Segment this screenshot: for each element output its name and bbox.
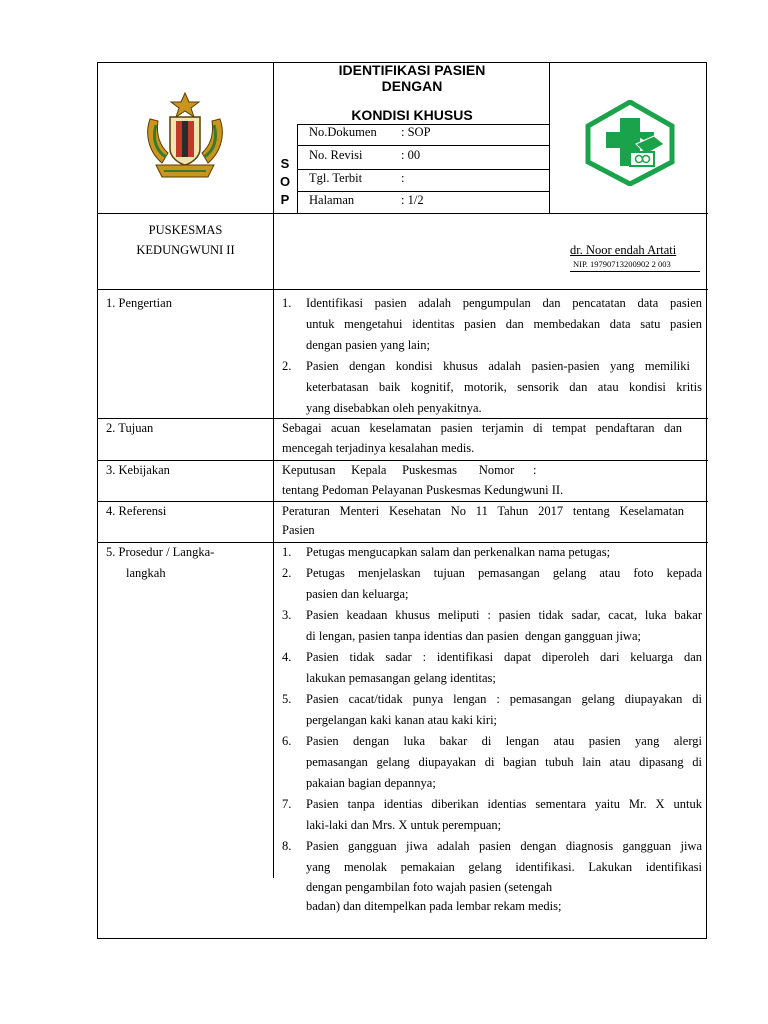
prosedur-8-line4: badan) dan ditempelkan pada lembar rekam medis; (306, 899, 562, 913)
row-line-tujuan (98, 460, 708, 461)
prosedur-8-line3: dengan pengambilan foto wajah pasien (setengah (306, 880, 553, 894)
pengertian-num-2: 2. (282, 359, 292, 373)
regency-emblem (142, 91, 228, 181)
doc-title-line2: DENGAN (381, 78, 443, 94)
row-line-kebijakan (98, 501, 708, 502)
doc-row-line-2 (297, 145, 549, 146)
section-label-prosedur-line2: langkah (126, 566, 166, 580)
pengertian-1-line1: Identifikasi pasien adalah pengumpulan dan pencatatan data pasien (306, 296, 702, 310)
tujuan-line1: Sebagai acuan keselamatan pasien terjamin di tempat pendaftaran dan (282, 421, 682, 435)
doc-title-line3: KONDISI KHUSUS (351, 107, 473, 123)
prosedur-6-line2: pemasangan gelang diupayakan di bagian tubuh lain atau dipasang di (306, 755, 702, 769)
doc-row-line-3 (297, 169, 549, 170)
row-line-referensi (98, 542, 708, 543)
section-label-pengertian: 1. Pengertian (106, 296, 172, 310)
pengertian-num-1: 1. (282, 296, 292, 310)
prosedur-num-8: 8. (282, 839, 292, 853)
puskesmas-logo (584, 100, 676, 186)
sop-letter-p: P (280, 192, 290, 207)
header-bottom-line (98, 213, 708, 214)
institution-name-line2: KEDUNGWUNI II (136, 243, 235, 257)
doc-field-label-nodokumen: No.Dokumen (309, 125, 377, 139)
prosedur-7-line1: Pasien tanpa identias diberikan identias sementara yaitu Mr. X untuk (306, 797, 702, 811)
doc-field-value-tglterbit: : (401, 171, 405, 185)
doc-field-label-norevisi: No. Revisi (309, 148, 363, 162)
tujuan-line2: mencegah terjadinya kesalahan medis. (282, 441, 475, 455)
doc-title-line1: IDENTIFIKASI PASIEN (338, 62, 486, 78)
prosedur-num-5: 5. (282, 692, 292, 706)
prosedur-4-line1: Pasien tidak sadar : identifikasi dapat diperoleh dari keluarga dan (306, 650, 702, 664)
prosedur-num-7: 7. (282, 797, 292, 811)
pengertian-2-line3: yang disebabkan oleh penyakitnya. (306, 401, 482, 415)
doc-field-label-tglterbit: Tgl. Terbit (309, 171, 363, 185)
institution-bottom-line (98, 289, 708, 290)
sop-document (97, 62, 707, 939)
sop-letter-o: O (279, 174, 291, 189)
row-line-pengertian (98, 418, 708, 419)
prosedur-3-line1: Pasien keadaan khusus meliputi : pasien tidak sadar, cacat, luka bakar (306, 608, 702, 622)
prosedur-num-2: 2. (282, 566, 292, 580)
prosedur-2-line1: Petugas menjelaskan tujuan pemasangan gelang atau foto kepada (306, 566, 702, 580)
doc-row-line-4 (297, 191, 549, 192)
prosedur-num-6: 6. (282, 734, 292, 748)
signer-nip: NIP. 19790713200902 2 003 (573, 259, 671, 269)
prosedur-num-4: 4. (282, 650, 292, 664)
prosedur-5-line1: Pasien cacat/tidak punya lengan : pemasangan gelang diupayakan di (306, 692, 702, 706)
section-label-kebijakan: 3. Kebijakan (106, 463, 170, 477)
prosedur-8-line1: Pasien gangguan jiwa adalah pasien dengan diagnosis gangguan jiwa (306, 839, 702, 853)
doc-field-value-nodokumen: : SOP (401, 125, 431, 139)
signer-name: dr. Noor endah Artati (570, 243, 677, 257)
signer-nip-underline (570, 271, 700, 272)
prosedur-1-line1: Petugas mengucapkan salam dan perkenalkan nama petugas; (306, 545, 611, 559)
prosedur-6-line1: Pasien dengan luka bakar di lengan atau pasien yang alergi (306, 734, 702, 748)
doc-field-label-halaman: Halaman (309, 193, 355, 207)
prosedur-3-line2: di lengan, pasien tanpa identias dan pasien dengan gangguan jiwa; (306, 629, 641, 643)
section-label-prosedur-line1: 5. Prosedur / Langka- (106, 545, 215, 559)
referensi-line2: Pasien (282, 523, 315, 537)
prosedur-6-line3: pakaian bagian depannya; (306, 776, 436, 790)
section-label-tujuan: 2. Tujuan (106, 421, 154, 435)
prosedur-num-3: 3. (282, 608, 292, 622)
prosedur-num-1: 1. (282, 545, 292, 559)
prosedur-7-line2: laki-laki dan Mrs. X untuk perempuan; (306, 818, 502, 832)
pengertian-1-line2: untuk mengetahui identitas pasien dan membedakan data satu pasien (306, 317, 702, 331)
pengertian-2-line1: Pasien dengan kondisi khusus adalah pasien-pasien yang memiliki (306, 359, 690, 373)
kebijakan-line2: tentang Pedoman Pelayanan Puskesmas Kedungwuni II. (282, 483, 564, 497)
header-divider-left (273, 63, 274, 878)
prosedur-8-line2: yang menolak pemakaian gelang identifikasi. Lakukan identifikasi (306, 860, 702, 874)
institution-name-line1: PUSKESMAS (148, 223, 223, 237)
doc-field-value-norevisi: : 00 (401, 148, 421, 162)
kebijakan-line1: Keputusan Kepala Puskesmas Nomor : (282, 463, 537, 477)
pengertian-2-line2: keterbatasan baik kognitif, motorik, sensorik dan atau kondisi kritis (306, 380, 702, 394)
sop-letter-s: S (280, 156, 290, 171)
pengertian-1-line3: dengan pasien yang lain; (306, 338, 430, 352)
doc-field-value-halaman: : 1/2 (401, 193, 424, 207)
prosedur-5-line2: pergelangan kaki kanan atau kaki kiri; (306, 713, 498, 727)
referensi-line1: Peraturan Menteri Kesehatan No 11 Tahun 2017 tentang Keselamatan (282, 504, 684, 518)
section-label-referensi: 4. Referensi (106, 504, 167, 518)
prosedur-4-line2: lakukan pemasangan gelang identitas; (306, 671, 496, 685)
prosedur-2-line2: pasien dan keluarga; (306, 587, 409, 601)
